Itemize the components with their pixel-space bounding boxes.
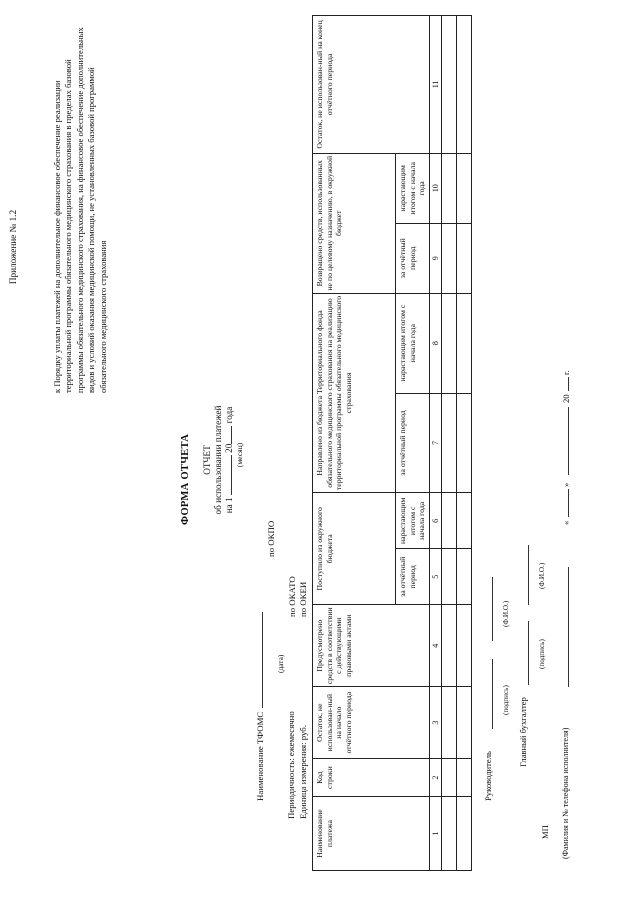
table-cell[interactable] bbox=[442, 153, 457, 223]
col-number: 6 bbox=[429, 493, 442, 549]
stamp-label: МП bbox=[540, 825, 550, 839]
sub-received-cumulative: нарастающим итогом с начала года bbox=[396, 493, 430, 549]
col-returned-group: Возвращено средств, использованных не по целевому назначению, в окружной бюджет bbox=[313, 153, 396, 293]
col-number: 8 bbox=[429, 293, 442, 393]
col-number: 9 bbox=[429, 223, 442, 293]
col-number: 7 bbox=[429, 393, 442, 493]
col-sent-group: Направлено из бюджета Территориального фонда обязательного медицинского страхования на реализацию территориальной программы обязательного медицинского страхования bbox=[313, 293, 396, 493]
year-suffix-bottom: г. bbox=[561, 370, 571, 375]
org-date-caption: (дата) bbox=[276, 654, 285, 673]
col-planned-funds: Предусмотрено средств в соответствии с действующими правовыми актами bbox=[313, 605, 430, 687]
head-fio-caption: (Ф.И.О.) bbox=[502, 600, 510, 627]
report-date-line bbox=[224, 385, 235, 535]
table-cell[interactable] bbox=[442, 16, 457, 154]
accountant-label: Главный бухгалтер bbox=[518, 697, 528, 767]
col-closing-balance: Остаток, не использован-ный на конец отчётного периода bbox=[313, 16, 430, 154]
table-cell[interactable] bbox=[442, 223, 457, 293]
report-title: ОТЧЕТ bbox=[202, 445, 212, 475]
executor-field[interactable] bbox=[568, 567, 569, 687]
month-field[interactable] bbox=[231, 455, 232, 495]
sub-sent-period: за отчётный период bbox=[396, 393, 430, 493]
sub-received-period: за отчётный период bbox=[396, 549, 430, 605]
okei-label: по ОКЕИ bbox=[298, 581, 308, 617]
accountant-fio-field[interactable] bbox=[528, 545, 529, 605]
table-cell[interactable] bbox=[442, 605, 457, 687]
org-name-label: Наименование ТФОМС bbox=[255, 711, 265, 801]
header-row-top bbox=[313, 16, 396, 871]
month-field-bottom[interactable] bbox=[568, 407, 569, 475]
table-cell[interactable] bbox=[457, 493, 472, 549]
table-cell[interactable] bbox=[442, 549, 457, 605]
col-row-code: Код строки bbox=[313, 759, 430, 797]
table-cell[interactable] bbox=[457, 687, 472, 759]
table-row bbox=[442, 16, 457, 871]
sub-sent-cumulative: нарастающим итогом с начала года bbox=[396, 293, 430, 393]
table-cell[interactable] bbox=[457, 549, 472, 605]
head-sign-caption: (подпись) bbox=[502, 685, 510, 715]
col-number: 3 bbox=[429, 687, 442, 759]
table-cell[interactable] bbox=[457, 605, 472, 687]
table-cell[interactable] bbox=[457, 393, 472, 493]
report-subtitle: об использовании платежей bbox=[213, 405, 223, 515]
col-number: 10 bbox=[429, 153, 442, 223]
year-label: 20 bbox=[561, 394, 571, 403]
org-name-field[interactable] bbox=[262, 612, 263, 708]
report-header bbox=[202, 385, 246, 535]
col-number: 11 bbox=[429, 16, 442, 154]
report-on-label: на 1 bbox=[224, 497, 234, 514]
unit-label: Единица измерения: руб. bbox=[298, 725, 308, 819]
year-field[interactable] bbox=[231, 426, 232, 444]
table-cell[interactable] bbox=[457, 153, 472, 223]
table-cell[interactable] bbox=[457, 797, 472, 871]
sub-returned-cumulative: нарастающим итогом с начала года bbox=[396, 153, 430, 223]
sub-returned-period: за отчётный период bbox=[396, 223, 430, 293]
okpo-label: по ОКПО bbox=[266, 520, 276, 557]
accountant-fio-caption: (Ф.И.О.) bbox=[538, 562, 546, 589]
accountant-signature-field[interactable] bbox=[528, 621, 529, 685]
table-cell[interactable] bbox=[457, 759, 472, 797]
table-cell[interactable] bbox=[442, 393, 457, 493]
head-signature-field[interactable] bbox=[492, 659, 493, 729]
appendix-number: Приложение № 1.2 bbox=[8, 209, 18, 285]
date-open-quote: « bbox=[561, 520, 571, 525]
year-field-bottom[interactable] bbox=[568, 377, 569, 391]
okato-label: по ОКАТО bbox=[287, 576, 297, 617]
year-prefix: 20 bbox=[224, 443, 234, 453]
col-number: 2 bbox=[429, 759, 442, 797]
year-suffix: года bbox=[224, 406, 234, 424]
table-cell[interactable] bbox=[457, 223, 472, 293]
accountant-sign-caption: (подпись) bbox=[538, 639, 546, 669]
table-cell[interactable] bbox=[457, 16, 472, 154]
table-cell[interactable] bbox=[457, 293, 472, 393]
day-field[interactable] bbox=[568, 489, 569, 517]
table-cell[interactable] bbox=[442, 759, 457, 797]
appendix-block bbox=[8, 21, 109, 393]
table-cell[interactable] bbox=[442, 493, 457, 549]
table-cell[interactable] bbox=[442, 687, 457, 759]
executor-label: (Фамилия и № телефона исполнителя) bbox=[561, 727, 570, 859]
col-number: 4 bbox=[429, 605, 442, 687]
col-number: 1 bbox=[429, 797, 442, 871]
month-caption: (месяц) bbox=[235, 442, 244, 468]
head-label: Руководитель bbox=[483, 751, 493, 801]
column-numbers-row bbox=[429, 16, 442, 871]
period-label: Периодичность: ежемесячно bbox=[286, 711, 296, 819]
form-title: ФОРМА ОТЧЕТА bbox=[180, 433, 191, 525]
table-row bbox=[457, 16, 472, 871]
appendix-text: к Порядку уплаты платежей на дополнительное финансовое обеспечение реализации территориальной программы обязательного медицинского страхования в пределах базовой программы обязательного медицинского страхования, на финансовое обеспечение дополнительных видов и условий оказания медицинской помощи, не установленных базовой программой обязательного медицинского страхования bbox=[52, 27, 108, 393]
col-received-group: Поступило из окружного бюджета bbox=[313, 493, 396, 605]
table-cell[interactable] bbox=[442, 797, 457, 871]
report-table bbox=[312, 15, 472, 871]
col-opening-balance: Остаток, не использован-ный на начало отчётного периода bbox=[313, 687, 430, 759]
date-close-quote: » bbox=[561, 482, 571, 487]
table-cell[interactable] bbox=[442, 293, 457, 393]
org-name-row bbox=[255, 612, 265, 801]
head-fio-field[interactable] bbox=[492, 577, 493, 641]
col-number: 5 bbox=[429, 549, 442, 605]
col-payment-name: Наименование платежа bbox=[313, 797, 430, 871]
